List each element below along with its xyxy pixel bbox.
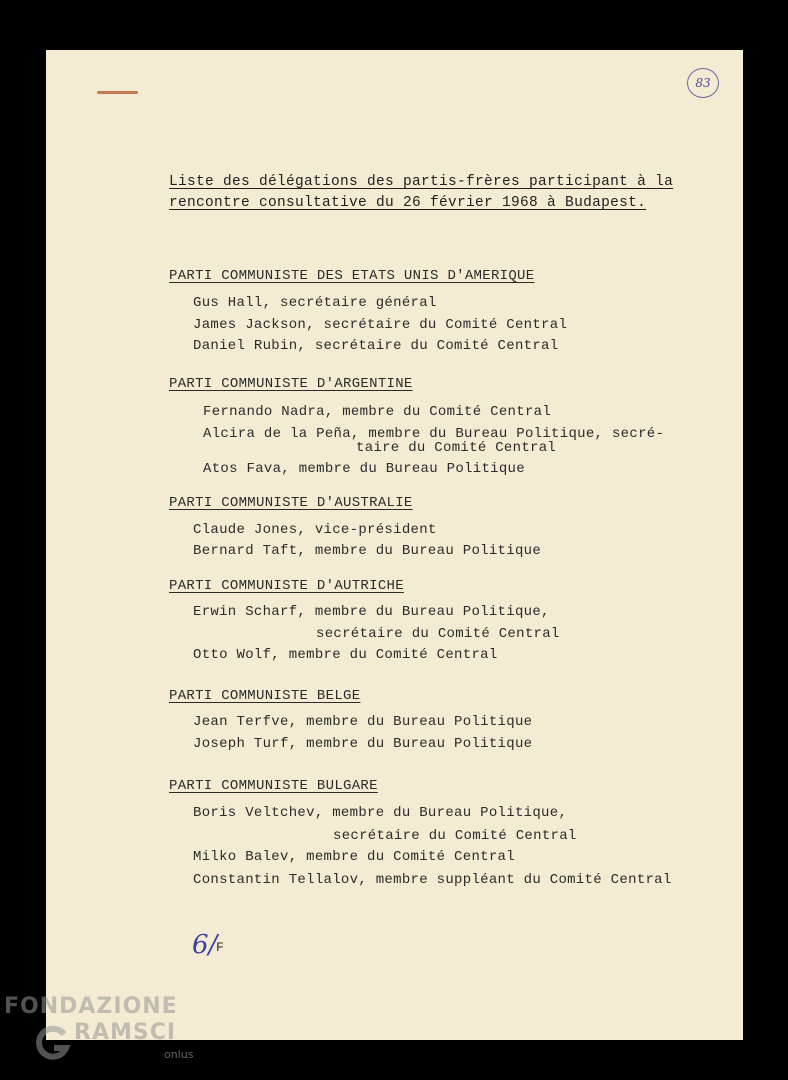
title-line-2: rencontre consultative du 26 février 1968 à Budapest. bbox=[169, 195, 647, 211]
watermark-line-1: FONDAZIONE bbox=[4, 994, 178, 1019]
delegate-line: Otto Wolf, membre du Comité Central bbox=[193, 647, 498, 663]
section-heading: PARTI COMMUNISTE D'AUTRICHE bbox=[169, 578, 404, 594]
delegate-line: Constantin Tellalov, membre suppléant du Comité Central bbox=[193, 872, 672, 888]
section-heading: PARTI COMMUNISTE BULGARE bbox=[169, 778, 378, 794]
delegate-line: Daniel Rubin, secrétaire du Comité Central bbox=[193, 338, 559, 354]
delegate-line: Gus Hall, secrétaire général bbox=[193, 295, 437, 311]
delegate-line: Claude Jones, vice-président bbox=[193, 522, 437, 538]
delegate-line: secrétaire du Comité Central bbox=[316, 626, 560, 642]
page-number-stamp: 83 bbox=[687, 68, 719, 98]
delegate-line: secrétaire du Comité Central bbox=[333, 828, 577, 844]
delegate-line: Atos Fava, membre du Bureau Politique bbox=[203, 461, 525, 477]
section-heading: PARTI COMMUNISTE D'AUSTRALIE bbox=[169, 495, 413, 511]
handwritten-suffix: F bbox=[216, 940, 225, 955]
delegate-line: taire du Comité Central bbox=[356, 440, 557, 456]
delegate-line: Bernard Taft, membre du Bureau Politique bbox=[193, 543, 542, 559]
delegate-line: Jean Terfve, membre du Bureau Politique bbox=[193, 714, 533, 730]
delegate-line: Erwin Scharf, membre du Bureau Politique, bbox=[193, 604, 550, 620]
watermark-line-2: RAMSCI bbox=[74, 1020, 177, 1045]
foundation-watermark bbox=[4, 994, 204, 1074]
delegate-line: Milko Balev, membre du Comité Central bbox=[193, 849, 515, 865]
section-heading: PARTI COMMUNISTE DES ETATS UNIS D'AMERIQUE bbox=[169, 268, 535, 284]
watermark-g-logo-icon bbox=[34, 1022, 74, 1062]
title-line-1: Liste des délégations des partis-frères participant à la bbox=[169, 174, 674, 190]
handwritten-note: 6/ bbox=[192, 930, 218, 960]
delegate-line: Fernando Nadra, membre du Comité Central bbox=[203, 404, 552, 420]
section-heading: PARTI COMMUNISTE D'ARGENTINE bbox=[169, 376, 413, 392]
pencil-mark bbox=[97, 91, 138, 94]
delegate-line: James Jackson, secrétaire du Comité Central bbox=[193, 317, 568, 333]
delegate-line: Boris Veltchev, membre du Bureau Politique, bbox=[193, 805, 568, 821]
delegate-line: Joseph Turf, membre du Bureau Politique bbox=[193, 736, 533, 752]
delegate-line: Alcira de la Peña, membre du Bureau Politique, secré- bbox=[203, 426, 665, 442]
section-heading: PARTI COMMUNISTE BELGE bbox=[169, 688, 361, 704]
watermark-line-3: onlus bbox=[164, 1048, 194, 1061]
